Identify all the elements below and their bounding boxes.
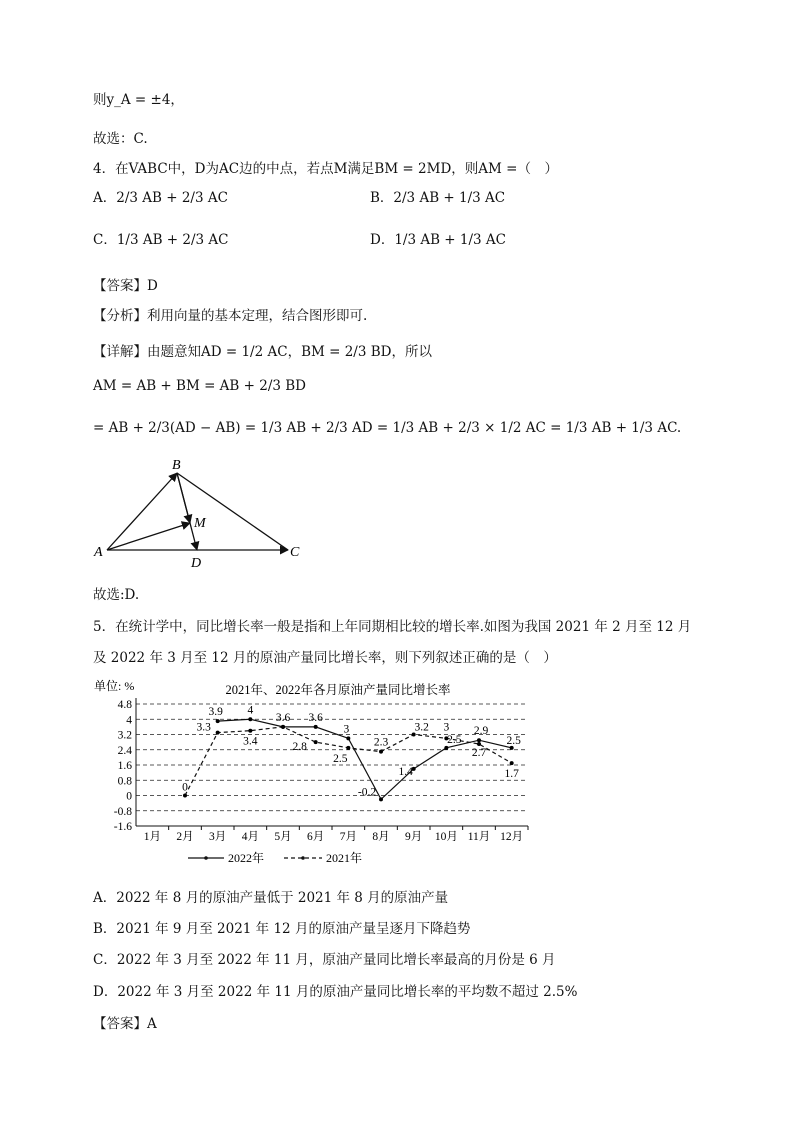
y-tick-label: 3.2 [117, 729, 132, 742]
x-tick-label: 7月 [339, 831, 357, 843]
answer-label: 【答案】 [93, 278, 147, 294]
detail-line-2: AM = AB + BM = AB + 2/3 BD [93, 378, 306, 394]
q5-stem-line-2: 及 2022 年 3 月至 12 月的原油产量同比增长率，则下列叙述正确的是（ ） [93, 650, 557, 666]
series-2021-point [379, 750, 383, 754]
series-2021-point [346, 746, 350, 750]
y-tick-label: -0.8 [113, 805, 132, 818]
q5-option-d: D．2022 年 3 月至 2022 年 11 月的原油产量同比增长率的平均数不超过 2.5% [93, 984, 578, 1000]
y-tick-label: 0.8 [117, 775, 132, 788]
series-2021-point [216, 731, 220, 735]
series-2022-data-label: -0.2 [357, 786, 377, 799]
detail-label: 【详解】 [93, 344, 147, 360]
label-a: A [94, 545, 103, 560]
legend-2022-label: 2022年 [228, 851, 265, 865]
series-2021-data-label: 3.4 [243, 735, 258, 748]
series-2022-data-label: 3.6 [308, 711, 323, 724]
q4-option-b: B．2/3 AB + 1/3 AC [370, 190, 506, 206]
legend-2022-marker [204, 856, 208, 860]
q5-option-b: B．2021 年 9 月至 2021 年 12 月的原油产量呈逐月下降趋势 [93, 921, 471, 937]
q5-answer [93, 1012, 157, 1032]
y-tick-label: -1.6 [113, 821, 132, 833]
series-2022-point [346, 736, 350, 740]
series-2022-point [314, 725, 318, 729]
series-2021-data-label: 3.3 [196, 721, 211, 734]
x-tick-label: 12月 [500, 831, 524, 843]
q4-analysis [93, 304, 367, 324]
x-tick-label: 1月 [143, 831, 161, 843]
series-2021-data-label: 3 [443, 721, 450, 734]
triangle-figure [90, 455, 320, 575]
legend-2021-marker [301, 856, 305, 860]
q4-option-d: D．1/3 AB + 1/3 AC [370, 232, 507, 248]
x-tick-label: 2月 [176, 831, 194, 843]
series-2022-data-label: 1.4 [398, 765, 413, 778]
series-2022-data-label: 3 [343, 723, 350, 736]
series-2022-data-label: 3.9 [208, 706, 223, 719]
q5-option-c: C．2022 年 3 月至 2022 年 11 月，原油产量同比增长率最高的月份是 6 月 [93, 952, 556, 968]
q4-conclusion: 故选:D. [93, 587, 140, 603]
prev-answer-line [93, 88, 184, 108]
series-2021-point [248, 729, 252, 733]
series-2021-data-label: 2.8 [292, 741, 307, 754]
label-m: M [194, 516, 206, 531]
chart-unit-label: 单位: % [94, 679, 135, 693]
q5-answer-label: 【答案】 [93, 1016, 147, 1032]
x-tick-label: 4月 [241, 831, 259, 843]
answer-value: D [147, 278, 158, 294]
series-2022-point [379, 797, 383, 801]
series-2022-data-label: 4 [247, 704, 254, 717]
analysis-label: 【分析】 [93, 308, 147, 324]
prev-answer-text: 则y_A = ±4， [93, 92, 184, 108]
label-c: C [290, 545, 300, 560]
y-tick-label: 2.4 [117, 744, 132, 757]
y-tick-label: 4.8 [117, 699, 132, 711]
detail-line-1: 由题意知AD = 1/2 AC，BM = 2/3 BD，所以 [147, 344, 432, 360]
series-2022-point [444, 746, 448, 750]
series-2021-data-label: 2.3 [373, 736, 389, 749]
label-b: B [172, 458, 181, 473]
series-2021-data-label: 0 [182, 781, 188, 794]
label-d: D [191, 556, 202, 571]
series-2021-point [314, 740, 318, 744]
series-2021-point [477, 742, 481, 746]
x-tick-label: 8月 [372, 831, 390, 843]
x-tick-label: 10月 [434, 831, 458, 843]
series-2022-point [248, 717, 252, 721]
series-2022-data-label: 3.6 [275, 711, 291, 724]
series-2021-data-label: 3.2 [414, 721, 429, 734]
prev-conclusion: 故选：C. [93, 131, 148, 147]
series-2022-data-label: 2.5 [447, 733, 462, 746]
series-2021-point [510, 761, 514, 765]
q4-stem: 4．在VABC中，D为AC边的中点，若点M满足BM = 2MD，则AM =（ ） [93, 161, 558, 177]
x-tick-label: 3月 [209, 831, 227, 843]
series-2022-data-label: 2.9 [473, 725, 489, 738]
q5-option-a: A．2022 年 8 月的原油产量低于 2021 年 8 月的原油产量 [93, 890, 449, 906]
series-2022-point [216, 719, 220, 723]
x-tick-label: 5月 [274, 831, 292, 843]
q4-answer [93, 274, 158, 294]
x-tick-label: 9月 [405, 831, 423, 843]
series-2021-data-label: 2.5 [333, 752, 348, 765]
y-tick-label: 0 [126, 790, 132, 803]
chart-title: 2021年、2022年各月原油产量同比增长率 [225, 683, 451, 697]
detail-line-3: = AB + 2/3(AD − AB) = 1/3 AB + 2/3 AD = 1/3 AB + 2/3 × 1/2 AC = 1/3 AB + 1/3 AC. [93, 420, 682, 436]
growth-rate-chart [88, 676, 548, 871]
q4-option-a: A．2/3 AB + 2/3 AC [93, 190, 228, 206]
series-2021-data-label: 1.7 [504, 768, 519, 781]
legend-2021-label: 2021年 [326, 851, 363, 865]
series-2021-point [183, 794, 187, 798]
y-tick-label: 4 [126, 714, 132, 727]
series-2022-point [477, 738, 481, 742]
q4-detail [93, 340, 432, 360]
y-tick-label: 1.6 [117, 760, 132, 772]
q5-stem-line-1: 5．在统计学中，同比增长率一般是指和上年同期相比较的增长率.如图为我国 2021 年 2 月至 12 月 [93, 619, 692, 635]
series-2021-data-label: 2.7 [471, 747, 487, 760]
analysis-text: 利用向量的基本定理，结合图形即可. [147, 308, 368, 324]
series-2022-data-label: 2.5 [506, 734, 521, 747]
q5-answer-value: A [147, 1016, 157, 1032]
q4-option-c: C．1/3 AB + 2/3 AC [93, 232, 229, 248]
x-tick-label: 11月 [467, 831, 491, 843]
series-2021-point [281, 725, 285, 729]
x-tick-label: 6月 [307, 831, 325, 843]
